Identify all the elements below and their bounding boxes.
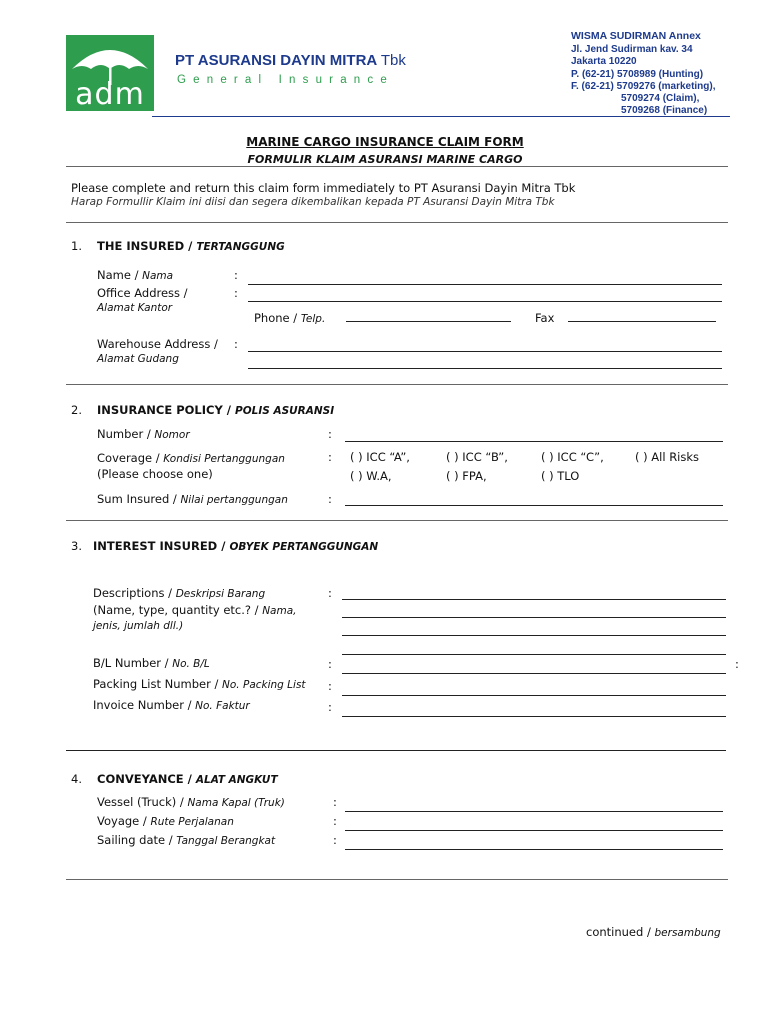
colon: : bbox=[333, 814, 337, 828]
section-rule bbox=[66, 879, 728, 880]
coverage-option-all-risks[interactable]: ( ) All Risks bbox=[635, 450, 700, 464]
colon: : bbox=[328, 657, 332, 671]
section-rule bbox=[66, 384, 728, 385]
section-title-id: OBYEK PERTANGGUNGAN bbox=[229, 541, 379, 553]
company-name bbox=[175, 52, 406, 69]
colon: : bbox=[333, 795, 337, 809]
title-rule bbox=[66, 166, 728, 167]
voyage-label: Voyage / Rute Perjalanan bbox=[97, 814, 234, 828]
section-rule bbox=[66, 520, 728, 521]
description-field[interactable] bbox=[342, 635, 726, 636]
description-label: Descriptions / Deskripsi Barang bbox=[93, 586, 266, 600]
bl-number-field[interactable] bbox=[342, 673, 726, 674]
colon: : bbox=[328, 586, 332, 600]
form-title: MARINE CARGO INSURANCE CLAIM FORM bbox=[246, 135, 524, 149]
coverage-option-fpa[interactable]: ( ) FPA, bbox=[446, 469, 487, 483]
section-number: 1. bbox=[71, 239, 82, 253]
description-note: (Name, type, quantity etc.? / Nama, bbox=[93, 603, 297, 617]
office-address-label: Office Address / bbox=[97, 286, 188, 300]
phone-label: Phone / Telp. bbox=[254, 311, 326, 325]
form-subtitle: FORMULIR KLAIM ASURANSI MARINE CARGO bbox=[247, 153, 523, 166]
section-title: INTEREST INSURED / bbox=[93, 539, 226, 553]
coverage-note: (Please choose one) bbox=[97, 467, 213, 481]
description-field[interactable] bbox=[342, 654, 726, 655]
colon: : bbox=[735, 657, 739, 671]
fax-field[interactable] bbox=[568, 321, 716, 322]
colon: : bbox=[328, 450, 332, 464]
intro-rule bbox=[66, 222, 728, 223]
office-address-label-id: Alamat Kantor bbox=[97, 302, 173, 314]
address-line: F. (62-21) 5709276 (marketing), bbox=[571, 81, 716, 92]
sum-insured-label: Sum Insured / Nilai pertanggungan bbox=[97, 492, 288, 506]
coverage-option-icc-a[interactable]: ( ) ICC “A”, bbox=[350, 450, 410, 464]
description-note-id: jenis, jumlah dll.) bbox=[93, 620, 184, 632]
coverage-label: Coverage / Kondisi Pertanggungan bbox=[97, 451, 285, 465]
policy-number-label: Number / Nomor bbox=[97, 427, 190, 441]
address-line: WISMA SUDIRMAN Annex bbox=[571, 30, 701, 42]
invoice-label: Invoice Number / No. Faktur bbox=[93, 698, 250, 712]
phone-field[interactable] bbox=[346, 321, 511, 322]
colon: : bbox=[333, 833, 337, 847]
continued-note: continued / bersambung bbox=[586, 925, 721, 939]
section-rule bbox=[66, 750, 726, 751]
warehouse-field[interactable] bbox=[248, 368, 722, 369]
section-title: THE INSURED / bbox=[97, 239, 193, 253]
policy-number-field[interactable] bbox=[345, 441, 723, 442]
section-title: INSURANCE POLICY / bbox=[97, 403, 231, 417]
company-suffix: Tbk bbox=[380, 52, 406, 69]
section-number: 4. bbox=[71, 772, 82, 786]
packing-list-field[interactable] bbox=[342, 695, 726, 696]
fax-label: Fax bbox=[535, 311, 555, 325]
section-number: 3. bbox=[71, 539, 82, 553]
section-title-id: ALAT ANGKUT bbox=[195, 774, 278, 786]
intro-text: Please complete and return this claim form immediately to PT Asuransi Dayin Mitra Tbk bbox=[71, 181, 576, 195]
address-line: 5709274 (Claim), bbox=[621, 93, 700, 104]
section-title-id: POLIS ASURANSI bbox=[235, 405, 335, 417]
company-name-text: PT ASURANSI DAYIN MITRA bbox=[175, 52, 377, 69]
packing-list-label: Packing List Number / No. Packing List bbox=[93, 677, 306, 691]
vessel-label: Vessel (Truck) / Nama Kapal (Truk) bbox=[97, 795, 285, 809]
header-rule bbox=[152, 116, 730, 117]
warehouse-label: Warehouse Address / bbox=[97, 337, 218, 351]
colon: : bbox=[234, 337, 238, 351]
address-line: Jakarta 10220 bbox=[571, 56, 637, 67]
intro-text-id: Harap Formullir Klaim ini diisi dan segera dikembalikan kepada PT Asuransi Dayin Mitra Tbk bbox=[71, 196, 555, 208]
colon: : bbox=[234, 286, 238, 300]
bl-number-label: B/L Number / No. B/L bbox=[93, 656, 210, 670]
description-field[interactable] bbox=[342, 599, 726, 600]
company-logo bbox=[66, 35, 154, 111]
sailing-date-field[interactable] bbox=[345, 849, 723, 850]
company-division: G e n e r a l I n s u r a n c e bbox=[177, 74, 389, 86]
office-address-field[interactable] bbox=[248, 301, 722, 302]
section-title-id: TERTANGGUNG bbox=[196, 241, 285, 253]
vessel-field[interactable] bbox=[345, 811, 723, 812]
address-line: 5709268 (Finance) bbox=[621, 105, 708, 116]
colon: : bbox=[234, 268, 238, 282]
section-number: 2. bbox=[71, 403, 82, 417]
sailing-date-label: Sailing date / Tanggal Berangkat bbox=[97, 833, 276, 847]
coverage-option-icc-c[interactable]: ( ) ICC “C”, bbox=[541, 450, 604, 464]
section-title: CONVEYANCE / bbox=[97, 772, 192, 786]
name-field[interactable] bbox=[248, 284, 722, 285]
invoice-field[interactable] bbox=[342, 716, 726, 717]
description-field[interactable] bbox=[342, 617, 726, 618]
name-label: Name / Nama bbox=[97, 268, 174, 282]
section-heading bbox=[93, 539, 378, 553]
colon: : bbox=[328, 700, 332, 714]
warehouse-field[interactable] bbox=[248, 351, 722, 352]
address-line: Jl. Jend Sudirman kav. 34 bbox=[571, 44, 693, 55]
colon: : bbox=[328, 679, 332, 693]
voyage-field[interactable] bbox=[345, 830, 723, 831]
section-heading bbox=[97, 239, 285, 253]
logo-text: adm bbox=[75, 77, 145, 112]
warehouse-label-id: Alamat Gudang bbox=[97, 353, 179, 365]
coverage-option-wa[interactable]: ( ) W.A, bbox=[350, 469, 392, 483]
section-heading bbox=[97, 772, 278, 786]
sum-insured-field[interactable] bbox=[345, 505, 723, 506]
coverage-option-icc-b[interactable]: ( ) ICC “B”, bbox=[446, 450, 508, 464]
section-heading bbox=[97, 403, 334, 417]
address-line: P. (62-21) 5708989 (Hunting) bbox=[571, 69, 704, 80]
colon: : bbox=[328, 492, 332, 506]
coverage-option-tlo[interactable]: ( ) TLO bbox=[541, 469, 580, 483]
colon: : bbox=[328, 427, 332, 441]
